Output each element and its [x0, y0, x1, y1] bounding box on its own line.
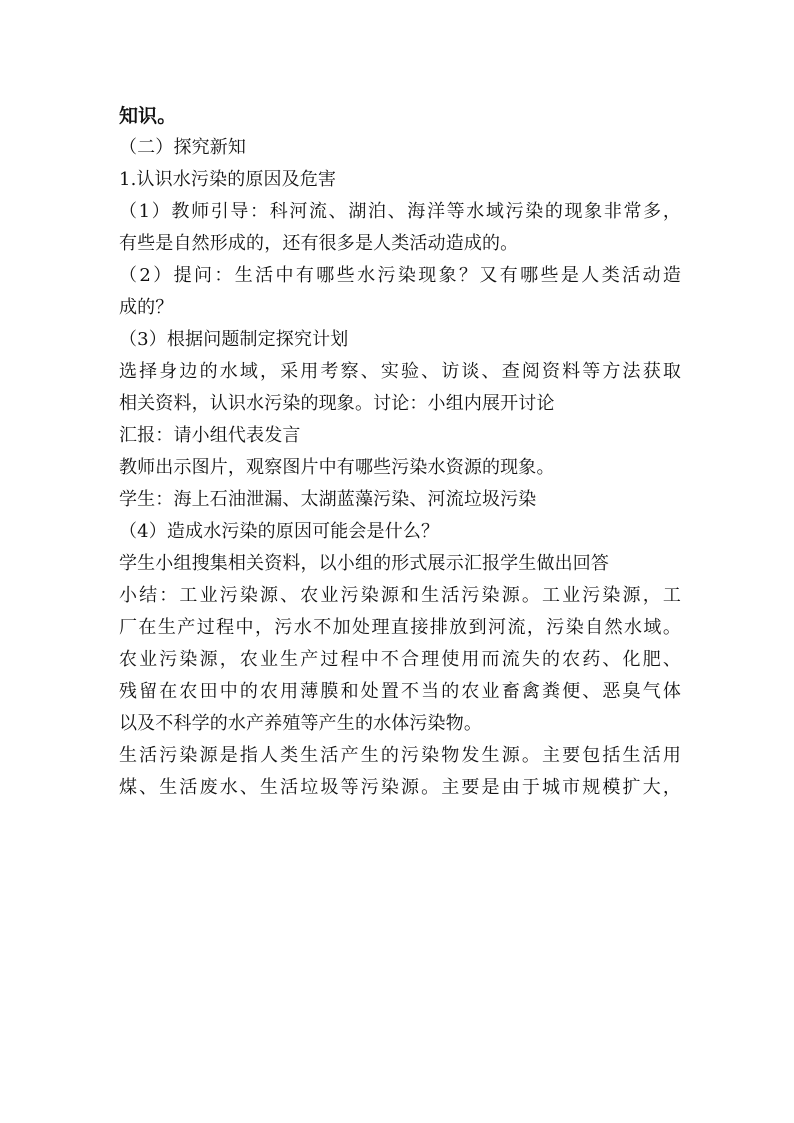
text-line: （1）教师引导：科河流、湖泊、海洋等水域污染的现象非常多，	[119, 201, 681, 222]
text-line-heading-fragment: 知识。	[119, 105, 177, 127]
text-line: 残留在农田中的农用薄膜和处置不当的农业畜禽粪便、恶臭气体	[119, 681, 681, 702]
subsection-heading-water-pollution: 1.认识水污染的原因及危害	[119, 169, 337, 190]
text-line: （2）提问：生活中有哪些水污染现象？又有哪些是人类活动造	[119, 265, 681, 286]
document-body	[119, 100, 681, 804]
text-line: 汇报：请小组代表发言	[119, 425, 301, 446]
text-line: 学生小组搜集相关资料，以小组的形式展示汇报学生做出回答	[119, 553, 610, 574]
text-line: 煤、生活废水、生活垃圾等污染源。主要是由于城市规模扩大，	[119, 777, 681, 798]
text-line: 有些是自然形成的，还有很多是人类活动造成的。	[119, 233, 519, 254]
text-line: （3）根据问题制定探究计划	[119, 329, 349, 350]
text-line: 厂在生产过程中，污水不加处理直接排放到河流，污染自然水域。	[119, 617, 681, 638]
text-line: 学生：海上石油泄漏、太湖蓝藻污染、河流垃圾污染	[119, 489, 537, 510]
text-line: 选择身边的水域，采用考察、实验、访谈、查阅资料等方法获取	[119, 361, 681, 382]
text-line: 农业污染源，农业生产过程中不合理使用而流失的农药、化肥、	[119, 649, 681, 670]
text-line: 以及不科学的水产养殖等产生的水体污染物。	[119, 713, 482, 734]
section-heading-explore: （二）探究新知	[119, 137, 247, 158]
text-line: 生活污染源是指人类生活产生的污染物发生源。主要包括生活用	[119, 745, 681, 766]
text-line: 相关资料，认识水污染的现象。讨论：小组内展开讨论	[119, 393, 555, 414]
text-line: 成的？	[119, 297, 174, 318]
text-line: （4）造成水污染的原因可能会是什么？	[119, 521, 440, 542]
text-line: 小结：工业污染源、农业污染源和生活污染源。工业污染源，工	[119, 585, 681, 606]
text-line: 教师出示图片，观察图片中有哪些污染水资源的现象。	[119, 457, 555, 478]
